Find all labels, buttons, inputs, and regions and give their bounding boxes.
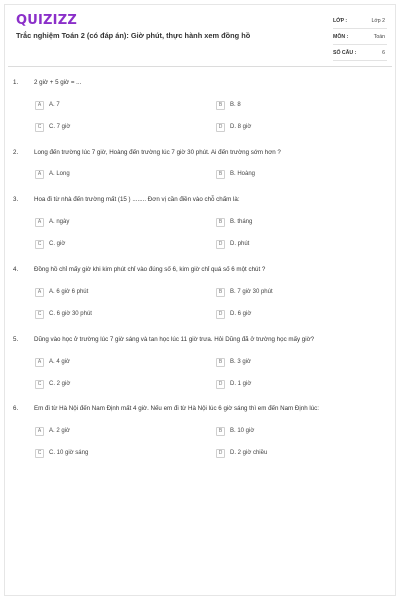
option-letter-box: C	[35, 310, 44, 319]
option-b[interactable]	[216, 426, 254, 436]
option-b[interactable]	[216, 357, 251, 367]
meta-row-class	[333, 13, 387, 29]
option-letter-box: D	[216, 380, 225, 389]
option-text: C. giờ	[49, 241, 66, 247]
option-text: A. 7	[49, 102, 60, 108]
option-text: B. tháng	[230, 219, 253, 225]
meta-value: Toán	[373, 33, 385, 40]
option-b[interactable]	[216, 100, 241, 110]
meta-row-count	[333, 45, 387, 61]
option-letter-box: B	[216, 427, 225, 436]
meta-label: MÔN :	[333, 33, 349, 40]
option-a[interactable]	[35, 100, 60, 110]
option-letter-box: A	[35, 170, 44, 179]
option-a[interactable]	[35, 169, 70, 179]
question-number: 6.	[13, 405, 19, 412]
option-text: A. Long	[49, 171, 70, 177]
option-letter-box: A	[35, 358, 44, 367]
question-number: 5.	[13, 336, 19, 343]
option-text: B. 7 giờ 30 phút	[230, 289, 273, 295]
question-number: 1.	[13, 79, 19, 86]
option-letter-box: C	[35, 240, 44, 249]
option-letter-box: A	[35, 427, 44, 436]
option-text: D. 1 giờ	[230, 381, 252, 387]
question-text: Dũng vào học ở trường lúc 7 giờ sáng và tan học lúc 11 giờ trưa. Hỏi Dũng đã ở trường học mấy giờ?	[34, 336, 315, 343]
option-letter-box: B	[216, 170, 225, 179]
option-letter-box: D	[216, 240, 225, 249]
meta-info	[333, 13, 387, 61]
question-text: 2 giờ + 5 giờ = ...	[34, 79, 82, 86]
option-letter-box: D	[216, 310, 225, 319]
question-text: Em đi từ Hà Nội đến Nam Định mất 4 giờ. Nếu em đi từ Hà Nội lúc 6 giờ sáng thì em đến Nam Định lúc:	[34, 405, 319, 412]
option-d[interactable]	[216, 239, 249, 249]
meta-label: LỚP :	[333, 17, 348, 24]
option-b[interactable]	[216, 287, 273, 297]
option-d[interactable]	[216, 122, 251, 132]
option-letter-box: C	[35, 380, 44, 389]
question-number: 2.	[13, 149, 19, 156]
option-a[interactable]	[35, 287, 88, 297]
option-text: C. 10 giờ sáng	[49, 450, 89, 456]
option-text: C. 2 giờ	[49, 381, 71, 387]
question-text: Đồng hồ chỉ mấy giờ khi kim phút chỉ vào đúng số 6, kim giờ chỉ quá số 6 một chút ?	[34, 266, 266, 273]
option-text: B. 3 giờ	[230, 359, 251, 365]
option-text: B. 8	[230, 102, 241, 108]
option-text: D. 8 giờ	[230, 124, 252, 130]
quizizz-logo: QUIZIZZ	[16, 13, 77, 28]
option-c[interactable]	[35, 309, 92, 319]
header-divider	[8, 66, 392, 67]
option-a[interactable]	[35, 217, 69, 227]
meta-value: 6	[382, 49, 385, 56]
option-letter-box: C	[35, 123, 44, 132]
option-letter-box: D	[216, 449, 225, 458]
option-text: B. Hoàng	[230, 171, 256, 177]
option-a[interactable]	[35, 357, 70, 367]
option-text: A. 2 giờ	[49, 428, 70, 434]
option-letter-box: D	[216, 123, 225, 132]
option-b[interactable]	[216, 217, 252, 227]
meta-value: Lớp 2	[371, 17, 385, 24]
option-d[interactable]	[216, 379, 251, 389]
option-c[interactable]	[35, 379, 70, 389]
option-letter-box: A	[35, 218, 44, 227]
option-c[interactable]	[35, 122, 70, 132]
option-text: D. 6 giờ	[230, 311, 252, 317]
option-letter-box: C	[35, 449, 44, 458]
meta-row-subject	[333, 29, 387, 45]
option-text: C. 7 giờ	[49, 124, 71, 130]
option-a[interactable]	[35, 426, 70, 436]
question-number: 4.	[13, 266, 19, 273]
option-d[interactable]	[216, 309, 251, 319]
option-letter-box: B	[216, 218, 225, 227]
option-letter-box: B	[216, 101, 225, 110]
option-letter-box: A	[35, 101, 44, 110]
option-text: D. phút	[230, 241, 250, 247]
option-b[interactable]	[216, 169, 255, 179]
question-text: Hoa đi từ nhà đến trường mất (15 ) ........ Đơn vị cần điền vào chỗ chấm là:	[34, 196, 240, 203]
page-frame	[4, 4, 396, 596]
option-text: A. ngày	[49, 219, 70, 225]
meta-label: SỐ CÂU :	[333, 49, 357, 56]
option-text: B. 10 giờ	[230, 428, 255, 434]
option-c[interactable]	[35, 448, 88, 458]
question-text: Long đến trường lúc 7 giờ, Hoàng đến trường lúc 7 giờ 30 phút. Ai đến trường sớm hơn ?	[34, 149, 281, 156]
option-letter-box: B	[216, 358, 225, 367]
option-letter-box: A	[35, 288, 44, 297]
option-text: A. 4 giờ	[49, 359, 70, 365]
option-d[interactable]	[216, 448, 267, 458]
option-text: A. 6 giờ 6 phút	[49, 289, 89, 295]
option-c[interactable]	[35, 239, 65, 249]
page-title: Trắc nghiệm Toán 2 (có đáp án): Giờ phút, thực hành xem đồng hồ	[16, 31, 251, 40]
option-text: D. 2 giờ chiều	[230, 450, 268, 456]
option-text: C. 6 giờ 30 phút	[49, 311, 92, 317]
option-letter-box: B	[216, 288, 225, 297]
question-number: 3.	[13, 196, 19, 203]
